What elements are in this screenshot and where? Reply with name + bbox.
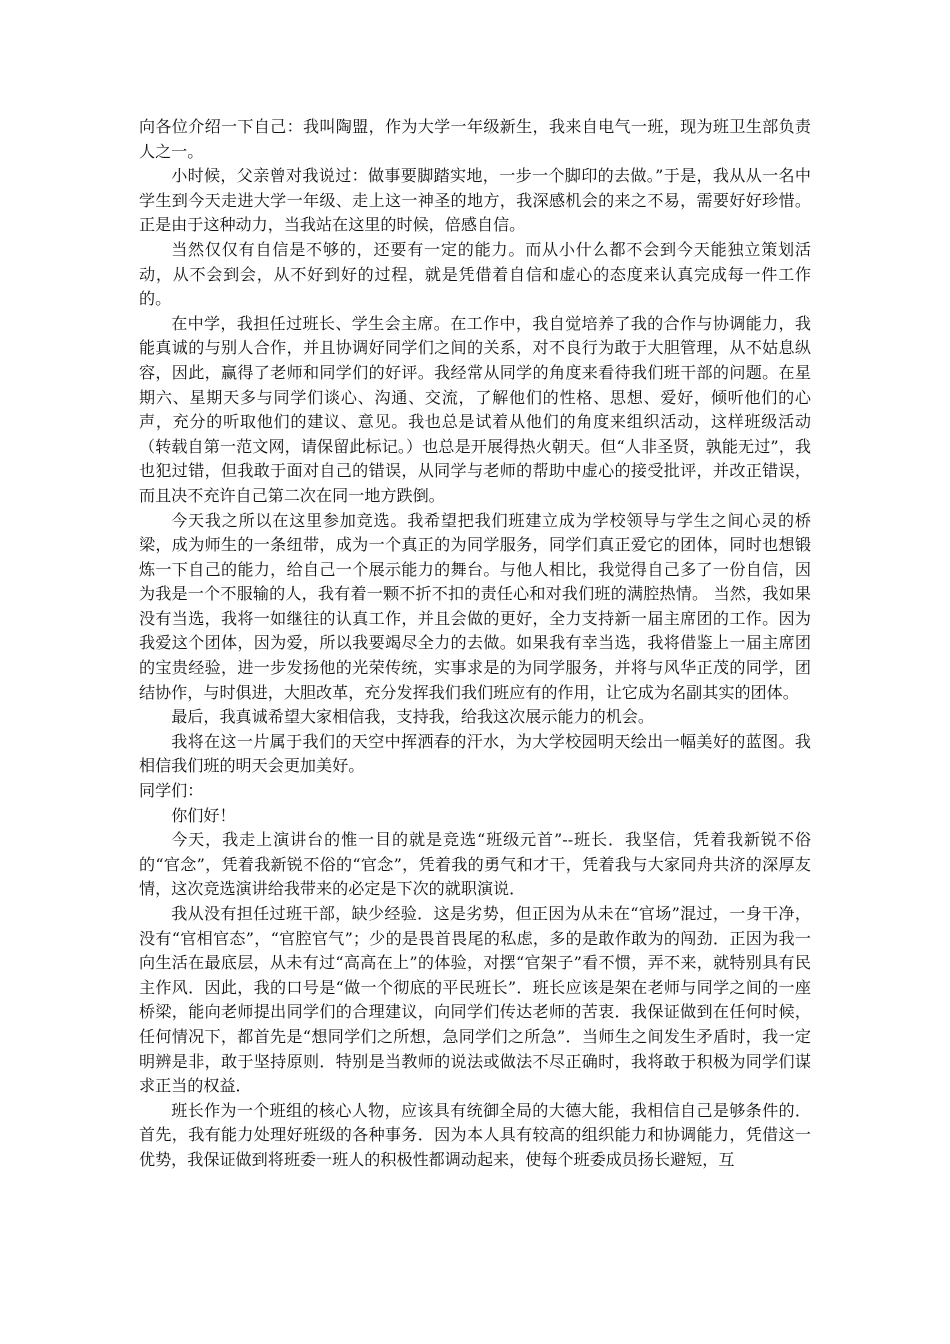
paragraph: 最后，我真诚希望大家相信我，支持我，给我这次展示能力的机会。 [171,707,654,727]
paragraph: 我将在这一片属于我们的天空中挥洒春的汗水，为大学校园明天绘出一幅美好的蓝图。我相信我们班的明天会更加美好。 [139,731,811,776]
paragraph: 小时候，父亲曾对我说过：做事要脚踏实地，一步一个脚印的去做。”于是，我从从一名中学生到今天走进大学一年级、走上这一神圣的地方，我深感机会的来之不易，需要好好珍惜。正是由于这种动力，当我站在这里的时候，倍感自信。 [139,166,811,235]
paragraph: 你们好！ [171,805,236,825]
paragraph: 今天，我走上演讲台的惟一目的就是竞选“班级元首”--班长．我坚信，凭着我新锐不俗的“官念”，凭着我新锐不俗的“官念”，凭着我的勇气和才干，凭着我与大家同舟共济的深厚友情，这次竞选演讲给我带来的必定是下次的就职演说． [139,830,811,899]
paragraph: 班长作为一个班组的核心人物，应该具有统御全局的大德大能，我相信自己是够条件的．首先，我有能力处理好班级的各种事务．因为本人具有较高的组织能力和协调能力，凭借这一优势，我保证做到将班委一班人的积极性都调动起来，使每个班委成员扬长避短，互 [139,1100,811,1169]
document-page [139,115,811,1173]
paragraph: 在中学，我担任过班长、学生会主席。在工作中，我自觉培养了我的合作与协调能力，我能真诚的与别人合作，并且协调好同学们之间的关系，对不良行为敢于大胆管理，从不姑息纵容，因此，赢得了老师和同学们的好评。我经常从同学的角度来看待我们班干部的问题。在星期六、星期天多与同学们谈心、沟通、交流，了解他们的性格、思想、爱好，倾听他们的心声，充分的听取他们的建议、意见。我也总是试着从他们的角度来组织活动，这样班级活动（转载自第一范文网，请保留此标记。）也总是开展得热火朝天。但“人非圣贤，孰能无过”，我也犯过错，但我敢于面对自己的错误，从同学与老师的帮助中虚心的接受批评，并改正错误，而且决不充许自己第二次在同一地方跌倒。 [139,313,811,505]
paragraph: 向各位介绍一下自己：我叫陶盟，作为大学一年级新生，我来自电气一班，现为班卫生部负责人之一。 [139,117,811,161]
paragraph: 今天我之所以在这里参加竞选。我希望把我们班建立成为学校领导与学生之间心灵的桥梁，成为师生的一条纽带，成为一个真正的为同学服务，同学们真正爱它的团体，同时也想锻炼一下自己的能力，给自己一个展示能力的舞台。与他人相比，我觉得自己多了一份自信，因为我是一个不服输的人，我有着一颗不折不扣的责任心和对我们班的满腔热情。 当然，我如果没有当选，我将一如继往的认真工作，并且会做的更好，全力支持新一届主席团的工作。因为我爱这个团体，因为爱，所以我要竭尽全力的去做。如果我有幸当选，我将借鉴上一届主席团的宝贵经验，进一步发扬他的光荣传统，实事求是的为同学服务，并将与风华正茂的同学，团结协作，与时俱进，大胆改革，充分发挥我们我们班应有的作用，让它成为名副其实的团体。 [139,510,811,702]
paragraph: 当然仅仅有自信是不够的，还要有一定的能力。而从小什么都不会到今天能独立策划活动，从不会到会，从不好到好的过程，就是凭借着自信和虚心的态度来认真完成每一件工作的。 [139,239,811,309]
paragraph: 同学们： [139,781,204,801]
paragraph: 我从没有担任过班干部，缺少经验．这是劣势，但正因为从未在“官场”混过，一身干净，没有“官相官态”，“官腔官气”；少的是畏首畏尾的私虑，多的是敢作敢为的闯劲．正因为我一向生活在最底层，从未有过“高高在上”的体验，对摆“官架子”看不惯，弄不来，就特别具有民主作风．因此，我的口号是“做一个彻底的平民班长”．班长应该是架在老师与同学之间的一座桥梁，能向老师提出同学们的合理建议，向同学们传达老师的苦衷．我保证做到在任何时候，任何情况下，都首先是“想同学们之所想，急同学们之所急”．当师生之间发生矛盾时，我一定明辨是非，敢于坚持原则．特别是当教师的说法或做法不尽正确时，我将敢于积极为同学们谋求正当的权益． [139,904,811,1096]
